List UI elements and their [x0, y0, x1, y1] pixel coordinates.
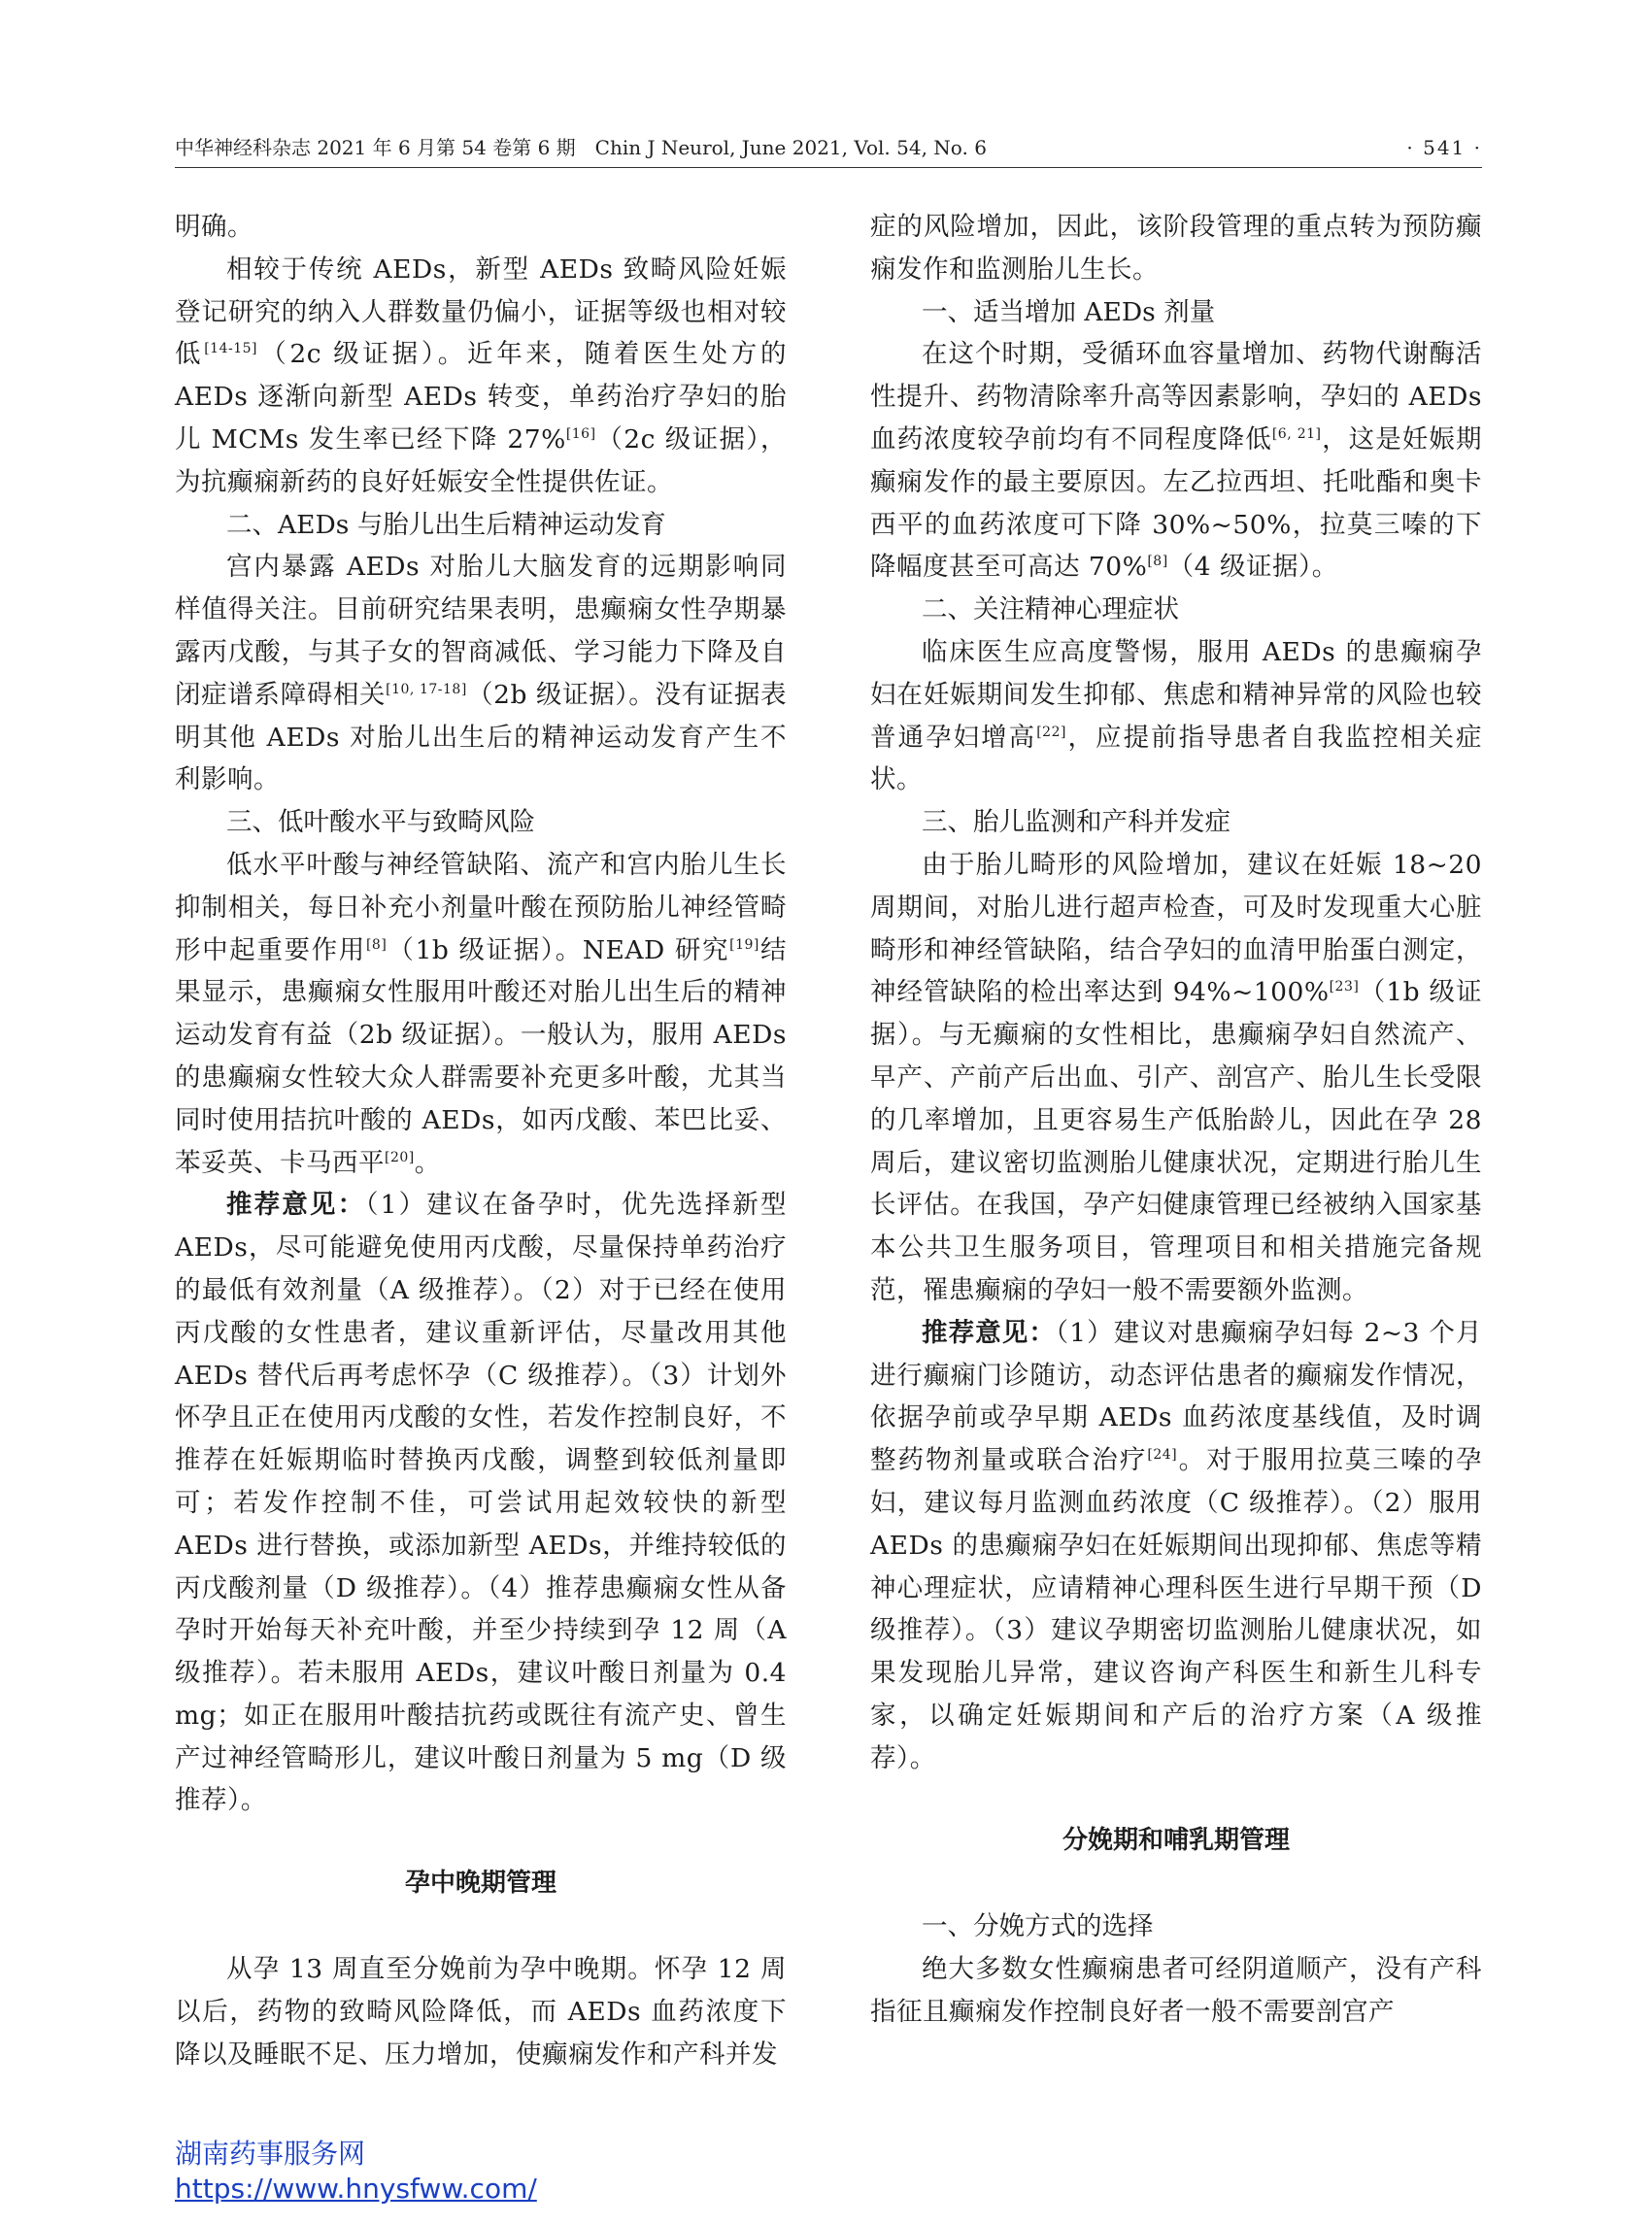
recommendation-label: 推荐意见：: [922, 1317, 1056, 1348]
citation: [14-15]: [204, 341, 257, 357]
recommendation-text: 。对于服用拉莫三嗪的孕妇，建议每月监测血药浓度（C 级推荐）。（2）服用 AEDs 的患癫痫孕妇在妊娠期间出现抑郁、焦虑等精神心理症状，应请精神心理科医生进行早期干预（D 级推荐）。（3）建议孕期密切监测胎儿健康状况，如果发现胎儿异常，建议咨询产科医生和新生儿科专家，以确定妊娠期间和产后的治疗方案（A 级推荐）。: [870, 1445, 1483, 1773]
paragraph: [175, 546, 787, 801]
paragraph: [870, 1948, 1482, 2034]
recommendation: [870, 1312, 1482, 1780]
paragraph: [175, 249, 787, 504]
paragraph: [175, 206, 787, 249]
citation: [24]: [1147, 1447, 1178, 1464]
citation: [8]: [365, 936, 388, 953]
recommendation: [175, 1184, 787, 1822]
recommendation-text: （1）建议在备孕时，优先选择新型 AEDs，尽可能避免使用丙戊酸，尽量保持单药治疗的最低有效剂量（A 级推荐）。（2）对于已经在使用丙戊酸的女性患者，建议重新评估，尽量改用其他 AEDs 替代后再考虑怀孕（C 级推荐）。（3）计划外怀孕且正在使用丙戊酸的女性，若发作控制良好，不推荐在妊娠期临时替换丙戊酸，调整到较低剂量即可；若发作控制不佳，可尝试用起效较快的新型 AEDs 进行替换，或添加新型 AEDs，并维持较低的丙戊酸剂量（D 级推荐）。（4）推荐患癫痫女性从备孕时开始每天补充叶酸，并至少持续到孕 12 周（A 级推荐）。若未服用 AEDs，建议叶酸日剂量为 0.4 mg；如正在服用叶酸拮抗药或既往有流产史、曾生产过神经管畸形儿，建议叶酸日剂量为 5 mg（D 级推荐）。: [175, 1190, 787, 1816]
paragraph-text: （4 级证据）。: [1167, 552, 1338, 583]
paragraph-text: ，应提前指导患者自我监控相关症状。: [870, 722, 1483, 795]
paragraph-text: 明确。: [175, 212, 253, 242]
citation: [23]: [1329, 979, 1360, 995]
citation: [22]: [1036, 724, 1066, 740]
paragraph-text: 低水平叶酸与神经管缺陷、流产和宫内胎儿生长抑制相关，每日补充小剂量叶酸在预防胎儿神经管畸形中起重要作用: [175, 849, 787, 965]
watermark: [175, 2137, 537, 2207]
paragraph-text: 从孕 13 周直至分娩前为孕中晚期。怀孕 12 周以后，药物的致畸风险降低，而 AEDs 血药浓度下降以及睡眠不足、压力增加，使癫痫发作和产科并发: [175, 1954, 787, 2070]
citation: [6, 21]: [1271, 425, 1322, 442]
paragraph-text: （2c 级证据）。近年来，随着医生处方的 AEDs 逐渐向新型 AEDs 转变，单药治疗孕妇的胎儿 MCMs 发生率已经下降 27%: [175, 339, 788, 455]
paragraph-text: 相较于传统 AEDs，新型 AEDs 致畸风险妊娠登记研究的纳入人群数量仍偏小，证据等级也相对较低: [175, 253, 787, 370]
recommendation-label: 推荐意见：: [226, 1190, 366, 1221]
journal-citation: 中华神经科杂志 2021 年 6 月第 54 卷第 6 期 Chin J Neurol, June 2021, Vol. 54, No. 6: [175, 136, 987, 159]
paragraph-text: （2b 级证据）。没有证据表明其他 AEDs 对胎儿出生后的精神运动发育产生不利影响。: [175, 679, 788, 795]
page-number: · 541 ·: [1406, 136, 1482, 159]
paragraph-text: 临床医生应高度警惕，服用 AEDs 的患癫痫孕妇在妊娠期间发生抑郁、焦虑和精神异常的风险也较普通孕妇增高: [870, 636, 1482, 753]
paragraph-text: 结果显示，患癫痫女性服用叶酸还对胎儿出生后的精神运动发育有益（2b 级证据）。一般认为，服用 AEDs 的患癫痫女性较大众人群需要补充更多叶酸，尤其当同时使用拮抗叶酸的 AEDs，如丙戊酸、苯巴比妥、苯妥英、卡马西平: [175, 934, 788, 1178]
left-column: [175, 206, 788, 2070]
subheading: 一、分娩方式的选择: [922, 1911, 1154, 1942]
watermark-url[interactable]: https://www.hnysfww.com/: [175, 2173, 537, 2205]
paragraph-text: 绝大多数女性癫痫患者可经阴道顺产，没有产科指征且癫痫发作控制良好者一般不需要剖宫产: [870, 1954, 1482, 2027]
paragraph-text: 在这个时期，受循环血容量增加、药物代谢酶活性提升、药物清除率升高等因素影响，孕妇的 AEDs 血药浓度较孕前均有不同程度降低: [870, 339, 1482, 455]
paragraph-text: 。: [414, 1147, 441, 1178]
subheading: 三、低叶酸水平与致畸风险: [226, 807, 535, 838]
subheading: 二、关注精神心理症状: [922, 594, 1179, 625]
citation: [16]: [565, 425, 596, 442]
watermark-name: 湖南药事服务网: [175, 2138, 366, 2170]
paragraph: [870, 333, 1482, 589]
paragraph: [870, 206, 1482, 291]
paragraph-text: （2c 级证据），为抗癫痫新药的良好妊娠安全性提供佐证。: [175, 423, 787, 497]
subheading: 三、胎儿监测和产科并发症: [922, 807, 1231, 838]
citation: [8]: [1147, 554, 1168, 570]
subheading: 一、适当增加 AEDs 剂量: [922, 296, 1216, 327]
paragraph: [175, 1948, 787, 2075]
section-title: 孕中晚期管理: [404, 1869, 556, 1899]
paragraph-text: （1b 级证据）。NEAD 研究: [387, 934, 730, 965]
paragraph: [870, 631, 1482, 801]
right-column: [870, 206, 1482, 2041]
paragraph-text: 症的风险增加，因此，该阶段管理的重点转为预防癫痫发作和监测胎儿生长。: [870, 212, 1482, 285]
running-header: [175, 130, 1482, 165]
recommendation-text: （1）建议对患癫痫孕妇每 2~3 个月进行癫痫门诊随访，动态评估患者的癫痫发作情况，依据孕前或孕早期 AEDs 血药浓度基线值，及时调整药物剂量或联合治疗: [870, 1317, 1482, 1476]
header-rule: [175, 167, 1482, 168]
paragraph: [175, 844, 787, 1184]
section-title: 分娩期和哺乳期管理: [1062, 1826, 1290, 1856]
paragraph-text: 由于胎儿畸形的风险增加，建议在妊娠 18~20 周期间，对胎儿进行超声检查，可及时发现重大心脏畸形和神经管缺陷，结合孕妇的血清甲胎蛋白测定，神经管缺陷的检出率达到 94%~100%: [870, 849, 1482, 1008]
paragraph: [870, 844, 1482, 1312]
citation: [19]: [729, 936, 759, 953]
citation: [20]: [385, 1149, 415, 1165]
paragraph-text: 宫内暴露 AEDs 对胎儿大脑发育的远期影响同样值得关注。目前研究结果表明，患癫痫女性孕期暴露丙戊酸，与其子女的智商减低、学习能力下降及自闭症谱系障碍相关: [175, 552, 787, 710]
paragraph-text: ，这是妊娠期癫痫发作的最主要原因。左乙拉西坦、托吡酯和奥卡西平的血药浓度可下降 30%~50%，拉莫三嗪的下降幅度甚至可高达 70%: [870, 423, 1483, 583]
subheading: 二、AEDs 与胎儿出生后精神运动发育: [226, 509, 666, 540]
citation: [10, 17-18]: [386, 681, 467, 697]
paragraph-text: （1b 级证据）。与无癫痫的女性相比，患癫痫孕妇自然流产、早产、产前产后出血、引产、剖宫产、胎儿生长受限的几率增加，且更容易生产低胎龄儿，因此在孕 28 周后，建议密切监测胎儿健康状况，定期进行胎儿生长评估。在我国，孕产妇健康管理已经被纳入国家基本公共卫生服务项目，管理项目和相关措施完备规范，罹患癫痫的孕妇一般不需要额外监测。: [870, 977, 1483, 1305]
